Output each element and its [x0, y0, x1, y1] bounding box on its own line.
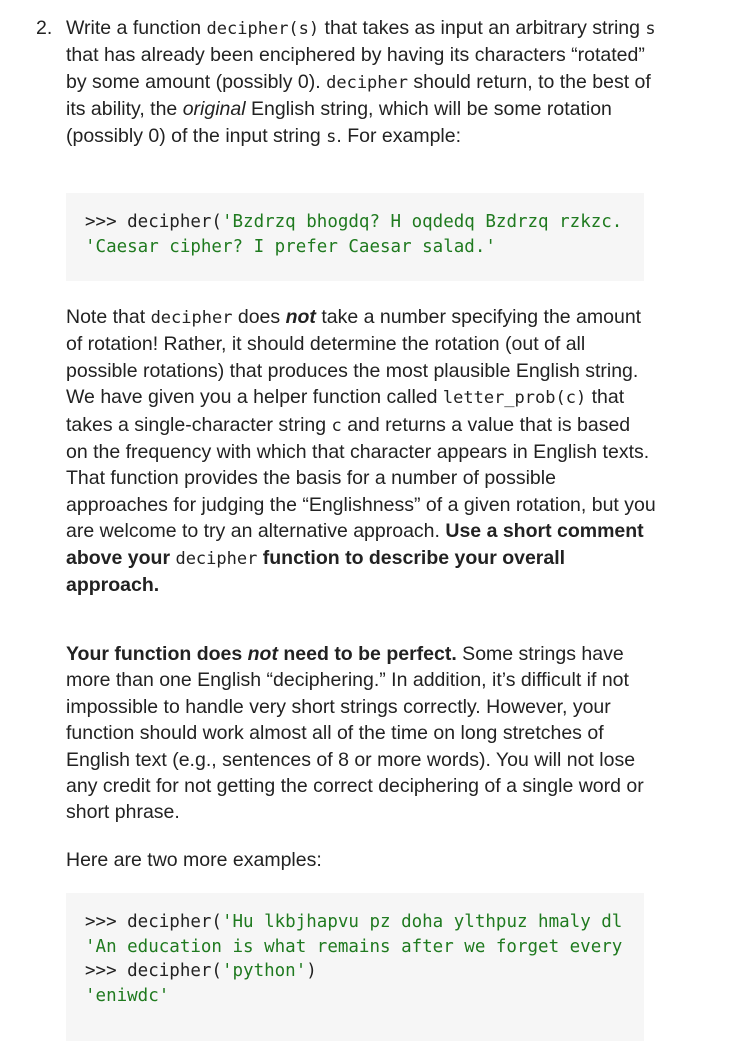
- intro-paragraph: [66, 15, 656, 150]
- code-line: [85, 984, 644, 1009]
- emphasis: not: [247, 643, 278, 665]
- code-prompt: >>> decipher(: [85, 961, 222, 981]
- inline-code: decipher: [150, 308, 233, 328]
- code-output: 'Caesar cipher? I prefer Caesar salad.': [85, 236, 496, 257]
- code-string: 'Bzdrzq bhogdq? H oqdedq Bzdrzq rzkzc.: [221, 212, 623, 232]
- text: Note that: [66, 306, 151, 328]
- text: . For example:: [336, 124, 462, 147]
- bold-text: need to be perfect.: [277, 643, 457, 665]
- bold-text: Use a short comment above your: [66, 520, 644, 569]
- code-punct: ): [306, 961, 317, 981]
- inline-code: s: [645, 19, 656, 39]
- code-string: 'python': [221, 961, 307, 981]
- text: that has already been enciphered by having its characters “rotated” by some amount (possibly 0).: [66, 44, 645, 93]
- inline-code: decipher: [175, 548, 258, 569]
- code-example-block: [66, 193, 644, 281]
- text: Some strings have more than one English “deciphering.” In addition, it’s difficult if not impossible to handle very short strings correctly. However, your function should work almost all of the time on long stretches of English text (e.g., sentences of 8 or more words). You will not lose any credit for not getting the correct deciphering of a single word or short phrase.: [66, 643, 644, 824]
- text: should return, to the best of its ability, the: [66, 70, 651, 121]
- inline-code: decipher(s): [206, 19, 320, 39]
- code-line: [85, 210, 644, 235]
- code-line: [85, 235, 644, 260]
- code-line: [85, 959, 644, 984]
- inline-code: c: [331, 415, 342, 436]
- inline-code: decipher: [326, 72, 408, 93]
- bold-text: Your function does: [66, 643, 248, 665]
- code-output: 'eniwdc': [85, 985, 170, 1006]
- text: that takes as input an arbitrary string: [319, 17, 646, 39]
- text: take a number specifying the amount of rotation! Rather, it should determine the rotation (out of all possible rotations) that produces the most plausible English string. We have given you a helper function called: [66, 306, 642, 409]
- emphasis: original: [182, 98, 246, 121]
- note-paragraph: [66, 304, 656, 598]
- code-line: [85, 910, 644, 935]
- code-line: [85, 935, 644, 960]
- code-output: 'An education is what remains after we forget every: [85, 936, 623, 957]
- bold-text: function to describe your overall approach.: [66, 546, 566, 597]
- examples-intro: Here are two more examples:: [66, 849, 322, 871]
- text: that takes a single-character string: [66, 386, 625, 436]
- perfection-paragraph: [66, 641, 656, 826]
- text: and returns a value that is based on the frequency with which that character appears in English texts. That function provides the basis for a number of possible approaches for judging the “Englishness” of a given rotation, but you are welcome to try an alternative approach.: [66, 413, 656, 543]
- inline-code: s: [326, 126, 337, 147]
- text: does: [232, 306, 286, 328]
- code-string: 'Hu lkbjhapvu pz doha ylthpuz hmaly dl: [221, 912, 623, 932]
- code-example-block-2: [66, 893, 644, 1041]
- inline-code: letter_prob(c): [442, 388, 587, 409]
- code-prompt: >>> decipher(: [85, 912, 222, 932]
- list-item-number: 2.: [36, 17, 53, 39]
- text: Write a function: [66, 17, 207, 39]
- code-prompt: >>> decipher(: [85, 212, 222, 232]
- emphasis: not: [285, 306, 316, 328]
- text: English string, which will be some rotation (possibly 0) of the input string: [66, 98, 612, 147]
